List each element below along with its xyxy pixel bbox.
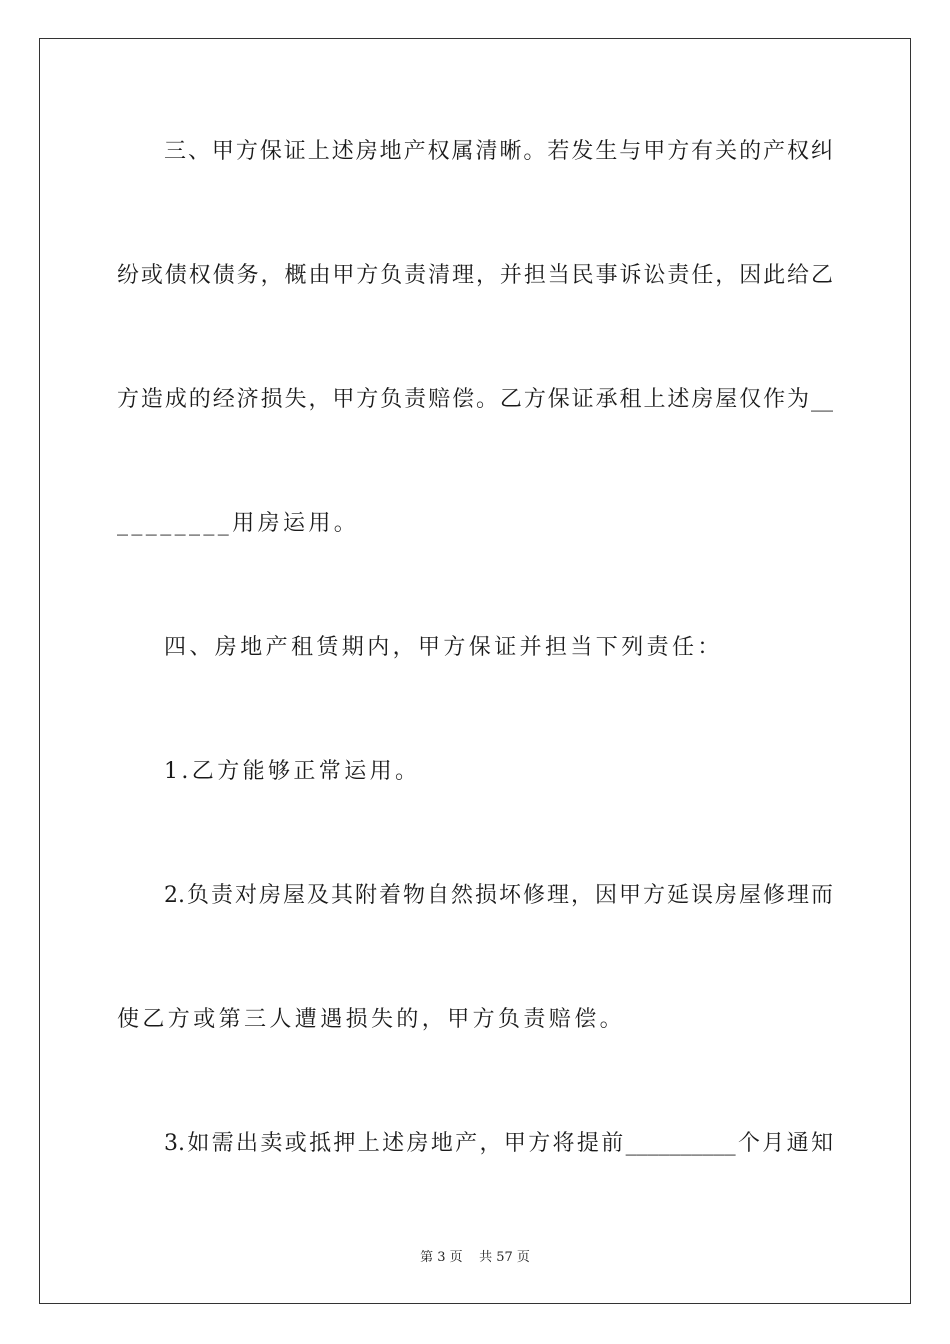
item-1: 1.乙方能够正常运用。 (164, 759, 421, 784)
paragraph-3-line-2: 纷或债权债务，概由甲方负责清理，并担当民事诉讼责任，因此给乙 (117, 263, 833, 288)
item-2-line-2: 使乙方或第三人遭遇损失的，甲方负责赔偿。 (117, 1007, 626, 1032)
page-number-footer: 第 3 页 共 57 页 (420, 1250, 530, 1265)
paragraph-3-line-4: ________用房运用。 (117, 511, 360, 536)
paragraph-3-line-1: 三、甲方保证上述房地产权属清晰。若发生与甲方有关的产权纠 (164, 139, 833, 164)
item-2-line-1: 2.负责对房屋及其附着物自然损坏修理，因甲方延误房屋修理而 (164, 883, 833, 908)
item-3-line-1: 3.如需出卖或抵押上述房地产，甲方将提前__________个月通知 (164, 1131, 833, 1156)
page-border (39, 38, 911, 1304)
paragraph-4-heading: 四、房地产租赁期内，甲方保证并担当下列责任： (164, 635, 723, 660)
paragraph-3-line-3: 方造成的经济损失，甲方负责赔偿。乙方保证承租上述房屋仅作为__ (117, 387, 833, 412)
